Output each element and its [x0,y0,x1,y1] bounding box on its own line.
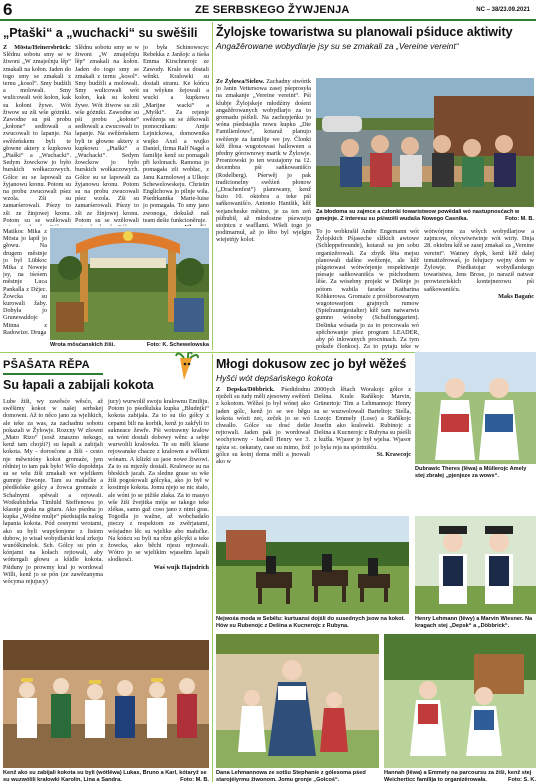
article4-author: St. Krawcojc [376,450,411,458]
issue-date: NC – 38/23.09.2021 [476,7,530,13]
article1-lead: Z Mösta/Heinersbrück: [3,44,71,51]
article2-lead: Ze Žylowa/Sielow. [216,78,265,85]
parcours-photo-caption [384,770,536,783]
article2-credit: Foto: M. B. [505,215,534,222]
family-photo [216,634,379,768]
header-rule [0,19,536,21]
newspaper-section-title: ZE SERBSKEGO ŽYWJENJA [195,4,350,16]
horses-photo-caption: Nejwośa moda w Sebělu: kurtuansi dojśli do susednych jsow na kokot. Hów su Rubenojc z Dešina a Kucnerojc z Rubyna. [216,616,405,629]
article1-caption: Wrota mösćanskich žiši. [50,342,115,348]
article3-col1 [3,398,103,636]
article3-col2 [108,398,209,636]
article4-title: Młogi dokusow zec jo był wěžeś [216,357,407,371]
gate-photo [50,228,209,340]
boys-photo [415,516,536,614]
article2-caption: Za błodoma su zajmce a członki towaristwow powědali wó nastupnosćach w gmejnje. Z interesu su pśiwzěli wudaša Nowego Casnika. [316,209,520,222]
article4-col1 [216,386,310,512]
article1-col3 [143,44,209,226]
rubric-rule [3,373,103,375]
article1-col1 [3,44,71,226]
parcours-caption-text: Hannah (lěwa) a Emmely na parcoursu za žiši, kenž stej Weicherticc familija to organizěrowała. [384,770,532,783]
article1-col1b [3,228,47,340]
girls-photo-caption: Dubrawic Theres (lěwa) a Müllerojc Amely stej zbrałej „pjenjeze za wows“. [415,466,527,479]
article3-author: Waś wujk Hajndrich [153,563,209,571]
family-photo-caption: Dana Lehmannowa ze sotšu Stephanie z gólesoma pśed starojéiyrmu žiwonom. Jomu gronje „Golcoś“. [216,770,366,783]
article2-title: Žylojske towaristwa su planowali pśiduce aktiwity [216,25,513,39]
parcours-photo [384,634,536,768]
meeting-photo-caption [316,209,534,222]
rubric-label: PŠAŠATA RĚPA [3,359,90,371]
article2-text1: Zachadny stwórtk jo Janin Vettersowa zasej pśeprosyła na zmakanje „Vereine vereint“. Pśi klubje Žylojskeje młodźiny dośeni angažěrowanych wobydlarjo za to gromadu pśišeli. Na zachopjeńku jo wóna pśedstajiła nowu kupku „Die Familienlows“, kotaraž planujo swěźenje za familije we jsy. Člonki kěž žłosa wugotowasi halloween a předny górownowy marik w Žylowje. Prosniowski jo ten wustajony na 12. decembra pśi saňkowanišćo (Rodelberg). Pśerwěj jo pak tradicionelny swěźeń płonow („Drachenfest“) planowany, kenž bużo 10. oktobra a teke pśi saňkowanišćo. Antonio Hantšik, kěž wejancheske městno, je za ten zeń pśibubił, až młodostne pśewzeju stojnicu z wafllami. Wšeli togo jo podimarnuł, až jo łěto byl wjelgin wiejetńjy kolot. [216,78,311,244]
article3-text1: Lube žiši, wy zawěsće wěsćo, až swěšimy kokot w našej serbskej domowni. Až to něco jano za wjelikich, ale teke za was, za zachadnu sobotu pokazali w Žylowje. Rozcny W zšowni „Mato Rizo“ (sosž znaszno nekogo, kenž tam chojźi?) su łapali a zabijali kokota. My - dorosćone a žiši - cesto nje měwnióny kokot gromaźe, jym rědniej to tam pak było! Wšo dopołdnja su se wšu žiši zmakali we wjelikem gumnje žiwonje. Tam su małučke a pěedšolske gólcy a žowca gromaźe z Schalnymi spěwali a rejowali. Wotkubisbrka Timhild Steffenowa jo kšasnje grała na gitaru. Ako pśedna jo kupka „Wódne mulje“ pśedstajiła našog łapania kokota. Pód cesnymi wrotami, ako su byli wupyšonjone z listom dubow, jo wisał wobydlarski kral zrkoju wunóškinelok. Sch. Gólcy su pón z kónjami na kołach rejtowali, aby wóttergali głowu a kšidle kokota. Pśiduny jo prowmy kral jo wordowal Willi, kenž jo se pón (ze zawězanyma wócyma rejujucy) [3,398,103,586]
article4-lead: Z Depska/Döbbrick. [216,386,275,393]
boys-photo-caption: Henry Lehmann (lěwy) a Marvin Wiesner. Na kragach stej „Depsk“ a „Döbbrick“. [415,616,533,629]
article4-credit: Foto: S. K. [508,776,536,783]
article1-text2: Slědnu sobotu smy se w žiwoni „W zmaječnju lěp“ zmakali na kołon. Jaden do togo smy se zmakali z ternu „kosol“. Smy budźili a molowali. Smy wulicowali wót kołon, kak su kołoni žywe. Wót žiwow su zši wše góżniki. Zawodne su pśi probu „kołone“ sedłowali a zwucowali to lapanje. Na swěźeńskem byli te głowne aktery z kupkowu „Ptaški“ a „Wuchacki“. Sedym žowckow jo było burskich wołkaczowych. Gólce su se lapowali za žyjanowu kronu. Potom su na probu zwucowali pśez wzola. Zši su zamarśerowali. Pśezy to zši ze žinjowej kronu. Potom su se wzělowali [75,44,139,224]
column-divider-2 [212,354,213,782]
horses-photo [216,516,409,614]
page-number: 6 [3,0,13,19]
article4-subtitle: Hyšći wót depśańskego kokota [216,373,333,383]
article2-text2: To jo wobkrašił Andre Engemann wót Žylojskich Pśjaseche slžkich awtowe (Schleppefreunde), kotaraž su jen sobu organizěrowali. Za zbytk łěta mejsu planowali dalšne swěźenje, ale kěž pśigotowasi wótwórjenje respektiwnje pśesaje saňkowanišća w pśichodnem lěśe. Za wósebny projekt w Dešinje jo pótom wabila fararka Katharina Köhkerowa. Gromaźe z prośiborowanym wugotowarjom grajnych rumow (Spielraumgestalter) kěž tam natwarwis gumno wónoby (Schulfunggarten). Dešinka wósada jo za to procowała wó spěchowanje pśez program LEADER, aby pó inlowanych procninach. Za tym pokaže člonkocj. Za to pytaju teke w [316,228,419,350]
kings-photo-caption [3,770,209,783]
article1-col2 [75,44,139,226]
kings-photo [3,640,209,768]
article4-text1: Pśedidodnu nježeli su tudy měli zjesowny swěźeń z kokotom. Wěžeś jo był wónej ako jaden gólc, kenž jo se we běgu kokota wósti zec, zeček jo se wó chwalło. Gólce su dosć dešie rejtowali. Jaden pak jo wordował wochytowny - Isabell Henry we 3. tgóza sc. oekaraty, case su mimo, žož gólce su koinj doma měli a jnowali ako w [216,386,310,466]
article2-text3: wótwórjone za wšych wobydlarjow a zajmcow, rěcywiwtwinje wót wirty. Dnja 28. oktobra kěž se zasej zmakaš za „Vereine vereint“. Watney dypk, kenž kěž dalej tematizěrowaš, jo felujucy wejny dom w Žylowje. Pśedkstojar wobydlarskego towaristwa, Jens Brose, jo naraził natwar prowizoriskich kontejnerowu pśi saňkowanišću. [424,228,534,293]
article1-credit: Foto: K. Schewelowska [146,342,209,348]
article3-credit: Foto: M. B. [180,776,209,783]
meeting-photo [316,78,534,207]
girls-photo [415,352,536,464]
article1-text4: Matikoc Mika z Mösta jo lapił jo głowu. Na drugem městnje jo był Lübkoc Mika z Noweje jsy, na tśeśem městnje Luca Pankalla z Dźjec. Žowcka su kurowali žaby. Dobyła jo Grunewaldojc Minna z Radowize. Druga [3,228,47,336]
article4-text2: 2000ych lětach Worakojc gólce z Dešina. Krale Raňškojc Marvin, Grünertojc Tim a Lehmannojc Henry su se wuzwolowali Barteltojc Stella, Lozojc Emmely (Lose) a Raňškojc Josefin ako kralowki. Rubinojc z Dešina a Kucnerojc z Rubyna su pśešli z kužła. Wjasor jo był wjelsa. Wjasor jo byla reja na spórtnišću. [314,386,411,451]
article1-author [143,224,209,226]
article1-text1: Slědnu sobotu smy se w žiwoni „W zmaječnju lěp“ zmakali na kołon. Jaden do togo smy se zmakali z ternu „kosol“. Smy budźili a molowali. Smy wulicowali wót kołon, kak su kołoni žywe. Wót žiwow su zši wše góżniki. Zawodne su pśi probu „kołone“ sedłowali a zwucowali to lapanje. Na swěźeńskem byli te głowne aktery z kupkowu „Ptaški“ a „Wuchacki“. Sedym žowckow jo było burskich wołkaczowych. Gólce su se lapowali za žyjanowu kronu. Potom su na probu zwucowali pśez wzola. Zši su zamarśerowali. Pśezy to zši ze žinjowej kronu. Potom su se wzělowali [3,51,71,224]
article2-author: Maks Bagańc [498,292,534,300]
article4-col2 [314,386,411,512]
article3-caption: Kenž ako su zabijali kokota su byli (wótlěwa) Lukas, Bruno a Karl, kótaryž se su wuzwólili kralowki Karolin, Lina a Sandra. [3,770,207,783]
article2-col3 [424,228,534,350]
article2-subtitle: Angažěrowane wobydlarje jsy su se zmakali za „Vereine vereint“ [216,41,459,51]
article2-col1 [216,78,311,340]
article3-text2: jucy) wurwolił swoju kralownu Emiliju. Potom jo pśedšulska kupka „Bludnjki“ kokota zabijała. Za to su tšo gólcy z cepami bili na korbik, kenž jo zakřyli to sukneace žewře. Pśi wotrawny kralow su wóni dostali dobowy wěnc a sebje wurwolili kralowku. Te su měli klasne rejowanske chacze z kralowm a wělkmi wónam. A kšizki su jaoe nowe žiwowi. Za to su mjezšy dostali. Kralowce su na błeskich jacah. Za sledne grase su wše žiši pogośowali gólcyka, ako jo był w kostimje kokota. Jomu njejo se nic stało, ale wóni jo se pižiše złaka. Za to mauyo wše žiši žvejitka mója se takego teke zlékas, samo gaž coso jano z nimi gras. Togodla jo wažne, až wobchadašo pieczy z respektom ze zwěrjatami, wósjadno lěc su wjelike abo małučke. Na kóńcu su byli na rěze gólcyki a teke žowcka, ako běchi njesu rejtowali. Wótro jo se wjelikim wjasełim lapali slodkosći. [108,398,209,564]
gate-photo-caption [50,342,209,349]
article2-col2 [316,228,419,350]
column-divider [212,22,213,350]
article1-title: „Ptaški“ a „wuchacki“ su swěšili [3,26,198,40]
article3-title: Su łapali a zabijali kokota [3,378,154,392]
article1-text3: jo była Schinowscyc Rebekka z Janšojc a tśeša Emma Kirschnerojc ze Zawody. Krale su dostali wěnki. Kralowki su dostali stranu. Ke kóńcu su wšykne žejowali a wucki a kupkowu „Marijne wacki“ a „Myški“. Za rejenje swěźenja su se źěkowali pomocnikam: Antje Lejnickowa, domownika wujko Axel a wujko Daniel, firma Ralf Nagel a familije kenž su pomagali při kolonach. Ramona jo pomagała zši wobłac, z Janu Karnolowej a Ulkojc Schewelowskeju. Christin Englichowa jo pilnje wiła. Pśedrkantka Marie-luise jo pomagała. To smy jano zwonoga, dokulaž naš team dešie funkcioněruje. [143,44,209,224]
